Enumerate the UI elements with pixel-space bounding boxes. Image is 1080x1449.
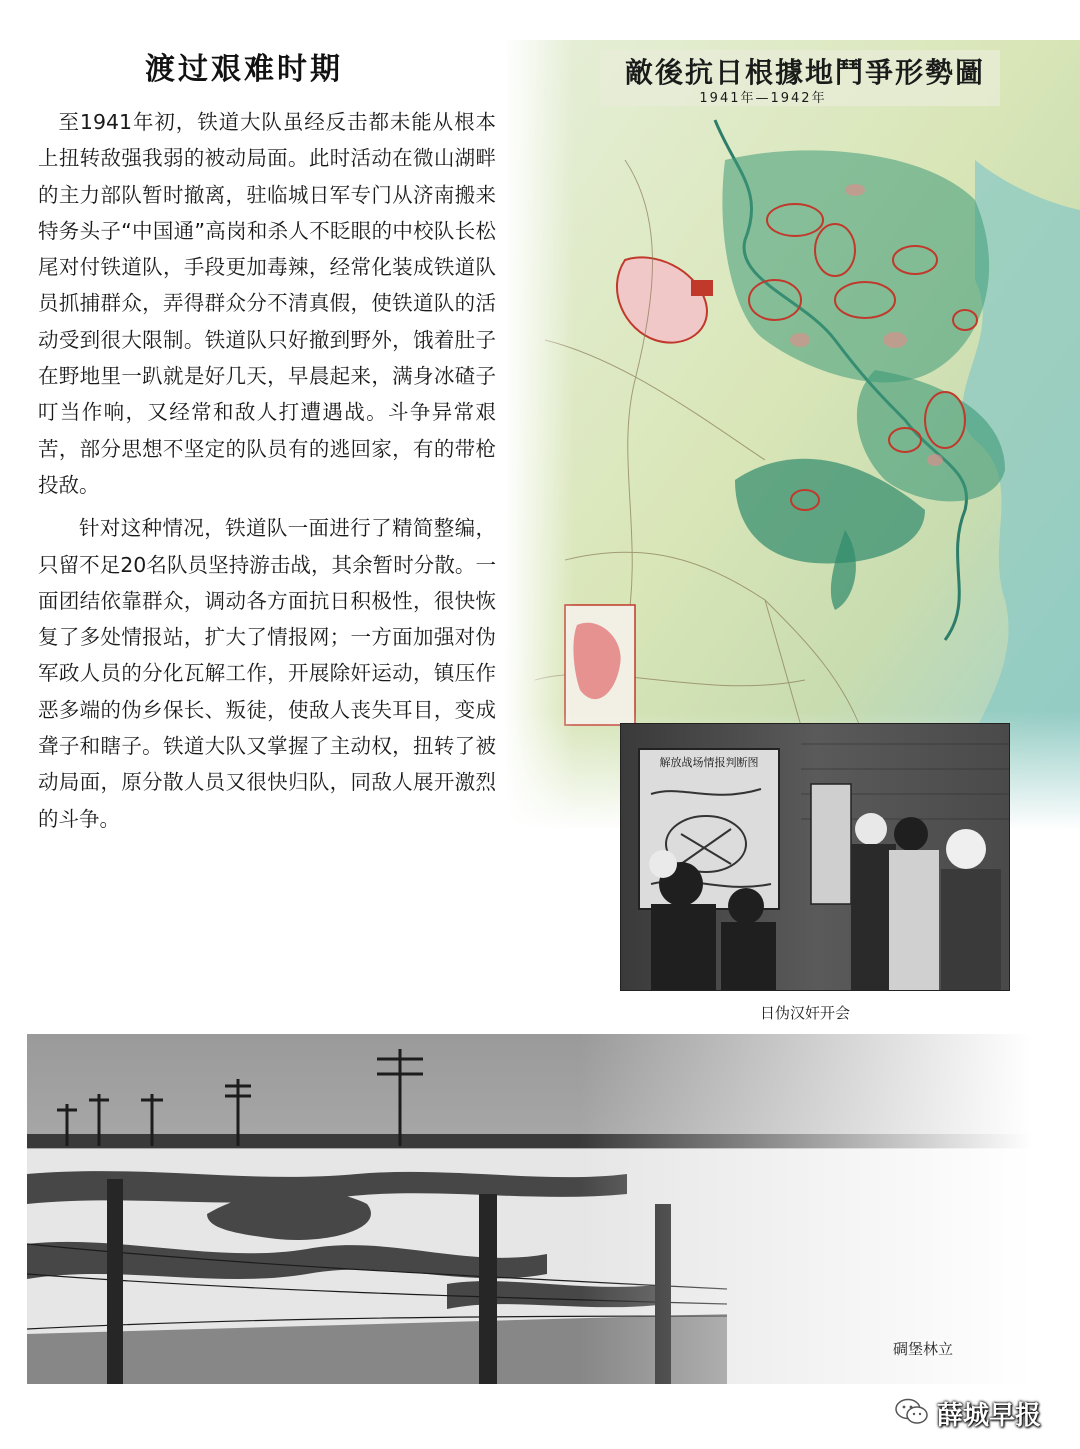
collaborators-meeting-photo bbox=[620, 723, 1010, 991]
article-body bbox=[38, 104, 496, 844]
meeting-photo-caption: 日伪汉奸开会 bbox=[760, 1004, 851, 1022]
resistance-base-map bbox=[505, 40, 1080, 830]
article-title: 渡过艰难时期 bbox=[145, 52, 343, 87]
board-title: 解放战场情报判断图 bbox=[659, 756, 759, 769]
paragraph-2: 针对这种情况，铁道队一面进行了精简整编，只留不足20名队员坚持游击战，其余暂时分散。一面团结依靠群众，调动各方面抗日积极性，很快恢复了多处情报站，扩大了情报网；一方面加强对伪军政人员的分化瓦解工作，开展除奸运动，镇压作恶多端的伪乡保长、叛徒，使敌人丧失耳目，变成聋子和瞎子。铁道大队又掌握了主动权，扭转了被动局面，原分散人员又很快归队，同敌人展开激烈的斗争。 bbox=[38, 516, 496, 831]
source-watermark bbox=[895, 1395, 1041, 1432]
bunkers-photo bbox=[27, 1034, 1032, 1384]
bunkers-photo-caption: 碉堡林立 bbox=[893, 1340, 954, 1358]
watermark-text: 薛城早报 bbox=[937, 1401, 1042, 1431]
paragraph-1: 至1941年初，铁道大队虽经反击都未能从根本上扭转敌强我弱的被动局面。此时活动在微山湖畔的主力部队暂时撤离，驻临城日军专门从济南搬来特务头子“中国通”高岗和杀人不眨眼的中校队长松尾对付铁道队，手段更加毒辣，经常化装成铁道队员抓捕群众，弄得群众分不清真假，使铁道队的活动受到很大限制。铁道队只好撤到野外，饿着肚子在野地里一趴就是好几天，早晨起来，满身冰碴子叮当作响，又经常和敌人打遭遇战。斗争异常艰苦，部分思想不坚定的队员有的逃回家，有的带枪投敌。 bbox=[38, 110, 496, 497]
wechat-icon bbox=[895, 1398, 929, 1430]
